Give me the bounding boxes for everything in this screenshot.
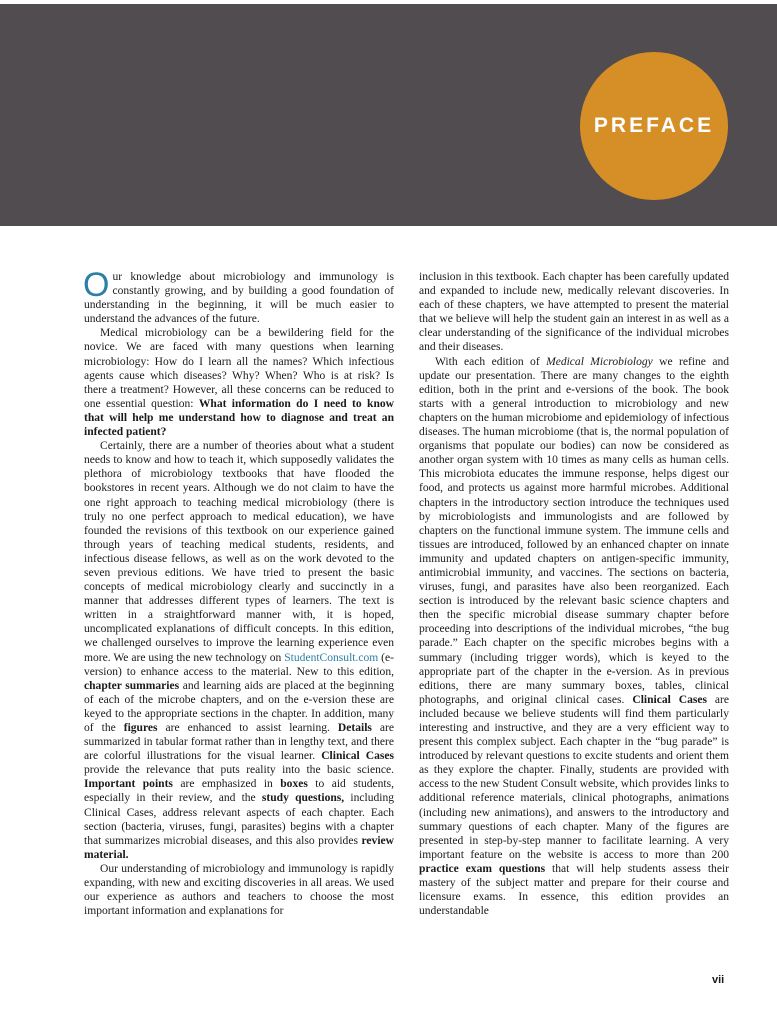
paragraph-4: Our understanding of microbiology and immunology is rapidly expanding, with new and exciting discoveries in all areas. We used our experience as authors and teachers to choose the most important information and explanations for <box>84 862 394 918</box>
page-number: vii <box>712 974 725 986</box>
paragraph-5: inclusion in this textbook. Each chapter has been carefully updated and expanded to include new, medically relevant discoveries. In each of these chapters, we have attempted to present the material that we believe will help the student gain an interest in as well as a clear understanding of the significance of the individual microbes and their diseases. <box>419 271 729 354</box>
studentconsult-link[interactable]: StudentConsult.com <box>284 651 379 664</box>
book-title: Medical Microbiology <box>546 355 653 368</box>
key-question: What information do I need to know that will help me understand how to diagnose and treat an infected patient? <box>84 397 394 439</box>
paragraph-2: Medical microbiology can be a bewildering field for the novice. We are faced with many questions when learning microbiology: How do I learn all the names? Which infectious agents cause which diseases? Why? When? Who is at risk? Is there a treatment? However, all these concerns can be reduced to one essential question: What information do I need to know that will help me understand how to diagnose and treat an infected patient? <box>84 327 394 439</box>
preface-circle-badge <box>580 52 728 200</box>
header-band <box>0 4 777 226</box>
drop-cap: O <box>83 266 110 304</box>
page-title: PREFACE <box>593 114 715 137</box>
right-column <box>419 270 729 918</box>
paragraph-3: Certainly, there are a number of theories about what a student needs to know and how to teach it, which supposedly validates the plethora of microbiology textbooks that have flooded the bookstores in recent years. Although we do not claim to have the one right approach to teaching medical microbiology (there is truly no one perfect approach to medical education), we have founded the revisions of this textbook on our experience gained through years of teaching medical students, residents, and infectious disease fellows, as well as on the work devoted to the seven previous editions. We have tried to present the basic concepts of medical microbiology clearly and succinctly in a manner that addresses different types of learners. The text is written in a straightforward manner with, it is hoped, uncomplicated explanations of difficult concepts. In this edition, we challenged ourselves to improve the learning experience even more. We are using the new technology on StudentConsult.com (e-version) to enhance access to the material. New to this edition, chapter summaries and learning aids are placed at the beginning of each of the microbe chapters, and on the e-version these are keyed to the appropriate sections in the chapter. In addition, many of the figures are enhanced to assist learning. Details are summarized in tabular format rather than in lengthy text, and there are colorful illustrations for the visual learner. Clinical Cases provide the relevance that puts reality into the basic science. Important points are emphasized in boxes to aid students, especially in their review, and the study questions, including Clinical Cases, address relevant aspects of each chapter. Each section (bacteria, viruses, fungi, parasites) begins with a chapter that summarizes microbial diseases, and this also provides review material. <box>84 440 394 861</box>
paragraph-1: Our knowledge about microbiology and immunology is constantly growing, and by building a good foundation of understanding in the beginning, it will be much easier to understand the advances of the future. <box>83 266 394 326</box>
left-column <box>83 266 394 918</box>
paragraph-6: With each edition of Medical Microbiology we refine and update our presentation. There are many changes to the eighth edition, both in the print and e-versions of the book. The book starts with a general introduction to microbiology and new chapters on the human microbiome and epidemiology of infectious diseases. The human microbiome (that is, the normal population of organisms that populate our bodies) can now be considered as another organ system with 10 times as many cells as human cells. This microbiota educates the immune response, helps digest our food, and protects us against more harmful microbes. Additional chapters in the introductory section introduce the techniques used by microbiologists and immunologists and are followed by chapters on the functional immune system. The immune cells and tissues are introduced, followed by an enhanced chapter on innate immunity and updated chapters on antigen-specific immunity, antimicrobial immunity, and vaccines. The sections on bacteria, viruses, fungi, and parasites have also been reorganized. Each section is introduced by the relevant basic science chapters and then the specific microbial disease summary chapter before proceeding into descriptions of the individual microbes, “the bug parade.” Each chapter on the specific microbes begins with a summary (including trigger words), which is keyed to the appropriate part of the chapter in the e-version. As in previous editions, there are many summary boxes, tables, clinical photographs, and original clinical cases. Clinical Cases are included because we believe students will find them particularly interesting and instructive, and they are a very efficient way to present this complex subject. Each chapter in the “bug parade” is introduced by relevant questions to excite students and orient them as they explore the chapter. Finally, students are provided with access to the new Student Consult website, which provides links to additional reference materials, clinical photographs, animations (including new animations), and answers to the introductory and summary questions of each chapter. Many of the figures are presented in step-by-step manner to facilitate learning. A very important feature on the website is access to more than 200 practice exam questions that will help students assess their mastery of the subject matter and prepare for their course and licensure exams. In essence, this edition provides an understandable <box>419 355 730 918</box>
